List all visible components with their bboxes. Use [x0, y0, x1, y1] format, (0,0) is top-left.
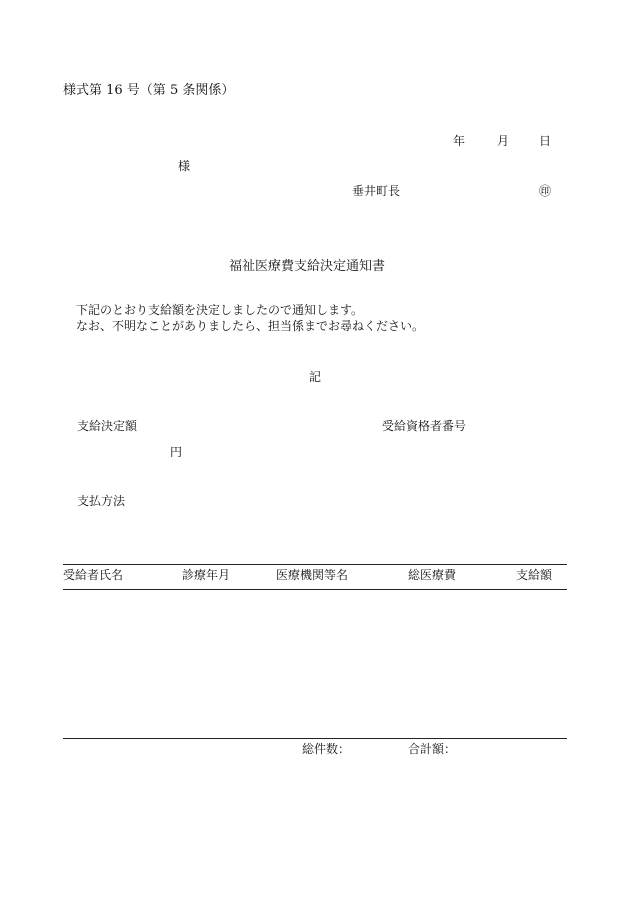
- table-bottom-rule: [63, 738, 567, 739]
- total-count-label: 総件数：: [302, 742, 351, 756]
- table-top-rule: [63, 564, 567, 565]
- ki-heading: 記: [309, 370, 322, 384]
- seal-mark: ㊞: [539, 184, 552, 198]
- document-title: 福祉医療費支給決定通知書: [229, 259, 386, 274]
- date-month: 月: [497, 134, 510, 148]
- issuer-title: 垂井町長: [352, 184, 401, 198]
- payment-method-label: 支払方法: [77, 494, 126, 508]
- addressee-suffix: 様: [178, 159, 191, 173]
- col-total-medical-cost: 総医療費: [408, 568, 457, 582]
- body-line-2: なお、不明なことがありましたら、担当係までお尋ねください。: [76, 319, 425, 333]
- recipient-number-label: 受給資格者番号: [382, 419, 467, 433]
- col-recipient-name: 受給者氏名: [63, 568, 124, 582]
- body-line-1: 下記のとおり支給額を決定しましたので通知します。: [76, 303, 364, 317]
- table-header-rule: [63, 589, 567, 590]
- col-payment-amount: 支給額: [516, 568, 553, 582]
- payment-amount-label: 支給決定額: [77, 419, 138, 433]
- col-treatment-month: 診療年月: [182, 568, 231, 582]
- col-institution-name: 医療機関等名: [276, 568, 349, 582]
- total-amount-label: 合計額：: [408, 742, 457, 756]
- yen-unit: 円: [170, 445, 183, 459]
- date-day: 日: [539, 134, 552, 148]
- date-year: 年: [453, 134, 466, 148]
- form-number: 様式第 16 号（第 5 条関係）: [63, 83, 235, 98]
